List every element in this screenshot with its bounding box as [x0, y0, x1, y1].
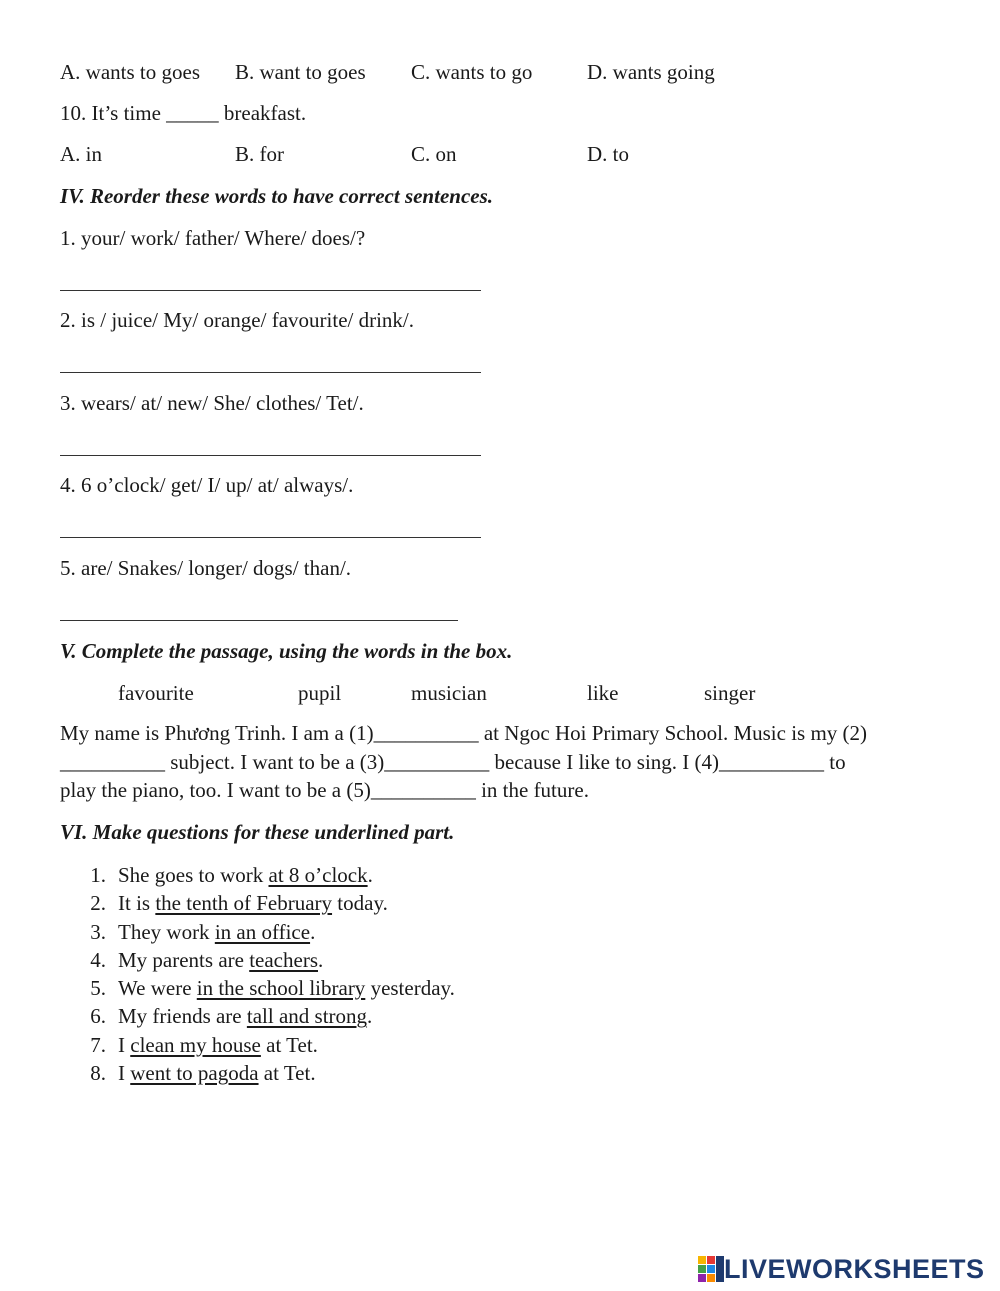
q10-option-d[interactable]: D. to — [587, 142, 629, 166]
liveworksheets-logo[interactable] — [698, 1253, 985, 1284]
list-item[interactable]: 6. My friends are tall and strong. — [90, 1004, 373, 1029]
word-box-item: like — [587, 681, 619, 705]
section4-title: IV. Reorder these words to have correct sentences. — [60, 184, 494, 208]
q10-option-b[interactable]: B. for — [235, 142, 284, 166]
passage-line-3[interactable]: play the piano, too. I want to be a (5)__________ in the future. — [60, 778, 589, 802]
passage-line-1[interactable]: My name is Phương Trinh. I am a (1)__________ at Ngoc Hoi Primary School. Music is my (2) — [60, 721, 868, 745]
answer-line-3[interactable] — [60, 455, 481, 456]
word-box-item: musician — [411, 681, 487, 705]
answer-line-1[interactable] — [60, 290, 481, 291]
q9-option-b[interactable]: B. want to goes — [235, 60, 366, 84]
q9-option-a[interactable]: A. wants to goes — [60, 60, 200, 84]
answer-line-5[interactable] — [60, 620, 458, 621]
answer-line-4[interactable] — [60, 537, 481, 538]
passage-line-2[interactable]: __________ subject. I want to be a (3)__________ because I like to sing. I (4)__________ to — [60, 750, 846, 774]
section6-title: VI. Make questions for these underlined part. — [60, 820, 455, 844]
reorder-item-4: 4. 6 o’clock/ get/ I/ up/ at/ always/. — [60, 473, 354, 497]
reorder-item-2: 2. is / juice/ My/ orange/ favourite/ drink/. — [60, 308, 415, 332]
question-list — [78, 861, 455, 1087]
reorder-item-3: 3. wears/ at/ new/ She/ clothes/ Tet/. — [60, 391, 364, 415]
logo-text: LIVEWORKSHEETS — [724, 1253, 985, 1284]
list-item[interactable]: 2. It is the tenth of February today. — [90, 891, 388, 916]
list-item[interactable]: 8. I went to pagoda at Tet. — [90, 1061, 316, 1086]
list-item[interactable]: 4. My parents are teachers. — [90, 947, 324, 972]
answer-line-2[interactable] — [60, 372, 481, 373]
word-box-item: singer — [704, 681, 756, 705]
list-item[interactable]: 3. They work in an office. — [90, 919, 316, 944]
list-item[interactable]: 5. We were in the school library yesterday. — [90, 976, 455, 1001]
list-item[interactable]: 7. I clean my house at Tet. — [90, 1032, 318, 1057]
section5-title: V. Complete the passage, using the words in the box. — [60, 639, 513, 663]
q10-option-c[interactable]: C. on — [411, 142, 457, 166]
q10-option-a[interactable]: A. in — [60, 142, 102, 166]
word-box-item: pupil — [298, 681, 342, 705]
q9-option-d[interactable]: D. wants going — [587, 60, 715, 84]
liveworksheets-logo-icon — [698, 1256, 724, 1282]
reorder-item-5: 5. are/ Snakes/ longer/ dogs/ than/. — [60, 556, 352, 580]
list-item[interactable]: 1. She goes to work at 8 o’clock. — [90, 863, 373, 887]
q10-question: 10. It’s time _____ breakfast. — [60, 101, 307, 125]
word-box-item: favourite — [118, 681, 194, 705]
reorder-item-1: 1. your/ work/ father/ Where/ does/? — [60, 226, 366, 250]
q9-option-c[interactable]: C. wants to go — [411, 60, 533, 84]
